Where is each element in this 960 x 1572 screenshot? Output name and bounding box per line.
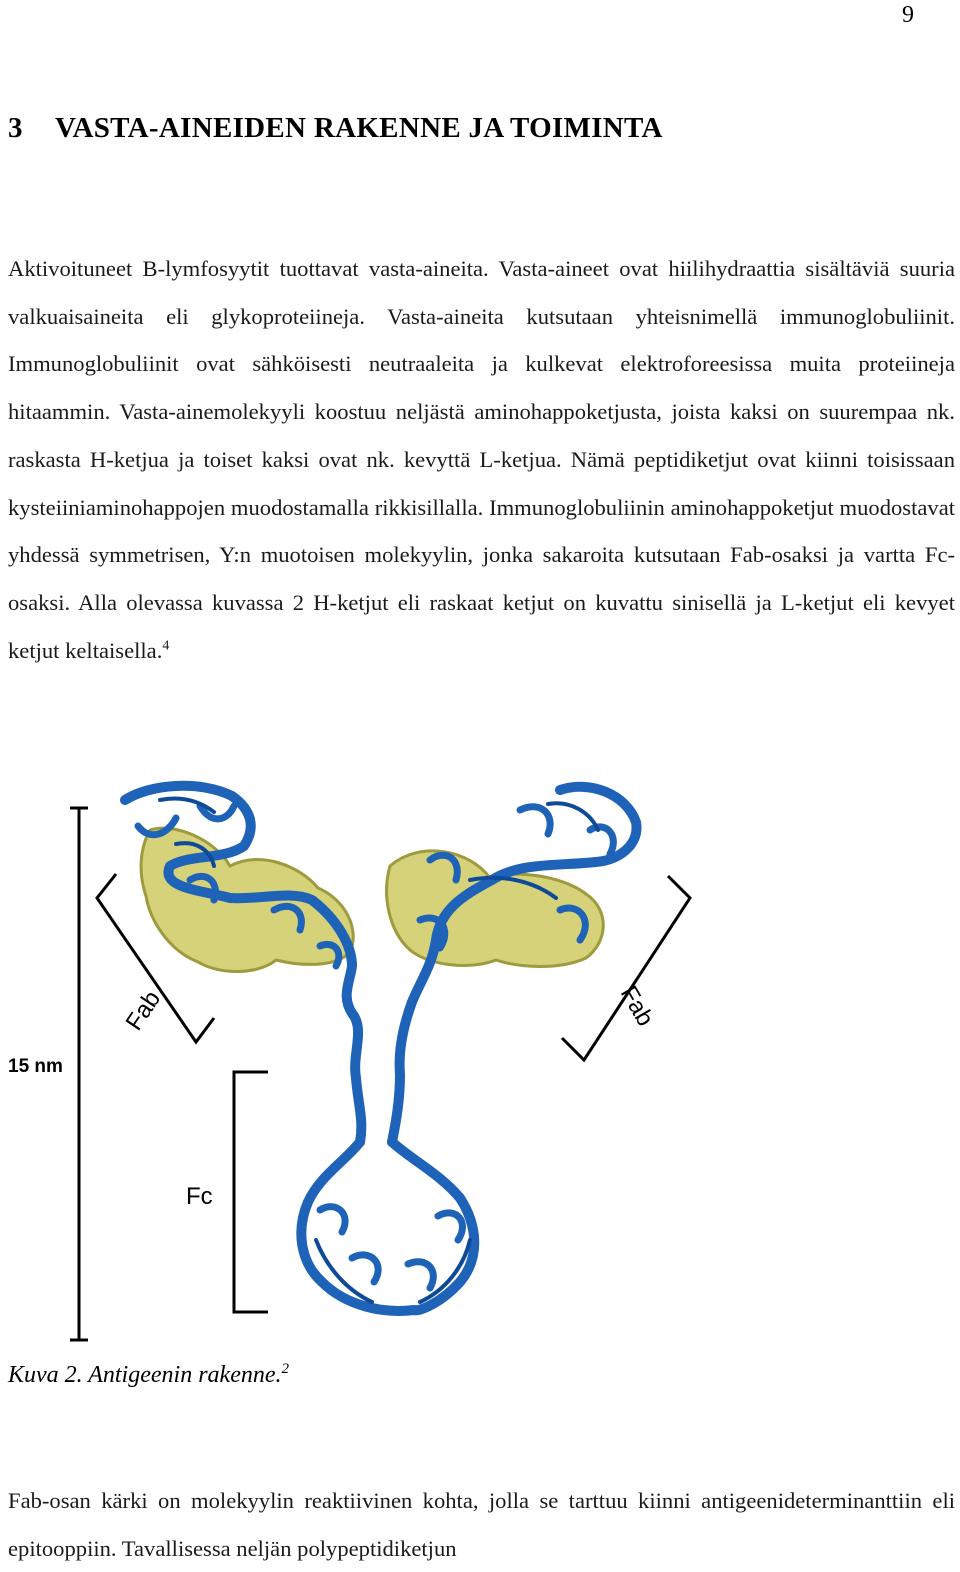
fab-right-label: Fab [614,981,659,1031]
fc-bracket [234,1072,268,1312]
chapter-title: VASTA-AINEIDEN RAKENNE JA TOIMINTA [55,112,663,144]
chapter-number: 3 [8,112,23,144]
chapter-heading [8,112,663,145]
body-paragraph-intro [8,245,955,674]
antibody-structure-figure [0,770,960,1350]
caption-text: Kuva 2. Antigeenin rakenne. [8,1362,282,1388]
figure-caption [8,1362,289,1389]
body-paragraph-fab [8,1477,955,1572]
caption-footnote-reference: 2 [281,1361,289,1377]
paragraph-text: Aktivoituneet B-lymfosyytit tuottavat vasta-aineita. Vasta-aineet ovat hiilihydraattia sisältäviä suuria valkuaisaineita eli glykoproteiineja. Vasta-aineita kutsutaan yhteisnimellä immunoglobuliinit. Immunoglobuliinit ovat sähköisesti neutraaleita ja kulkevat elektroforeesissa muita proteiineja hitaammin. Vasta-ainemolekyyli koostuu neljästä aminohappoketjusta, joista kaksi on suurempaa nk. raskasta H-ketjua ja toiset kaksi ovat nk. kevyttä L-ketjua. Nämä peptidiketjut ovat kiinni toisissaan kysteiiniaminohappojen muodostamalla rikkisillalla. Immunoglobuliinin aminohappoketjut muodostavat yhdessä symmetrisen, Y:n muotoisen molekyylin, jonka sakaroita kutsutaan Fab-osaksi ja vartta Fc-osaksi. Alla olevassa kuvassa 2 H-ketjut eli raskaat ketjut on kuvattu sinisellä ja L-ketjut eli kevyet ketjut keltaisella. [8,256,955,663]
scale-bracket [70,808,88,1340]
antibody-illustration [0,770,960,1350]
footnote-reference: 4 [162,638,170,654]
page-number: 9 [902,2,914,28]
fab-left-label: Fab [120,985,167,1036]
fc-label: Fc [186,1183,213,1210]
paragraph-text: Fab-osan kärki on molekyylin reaktiivinen kohta, jolla se tarttuu kiinni antigeenideterminanttiin eli epitooppiin. Tavallisessa neljän polypeptidiketjun [8,1488,955,1561]
scale-label: 15 nm [8,1056,63,1077]
